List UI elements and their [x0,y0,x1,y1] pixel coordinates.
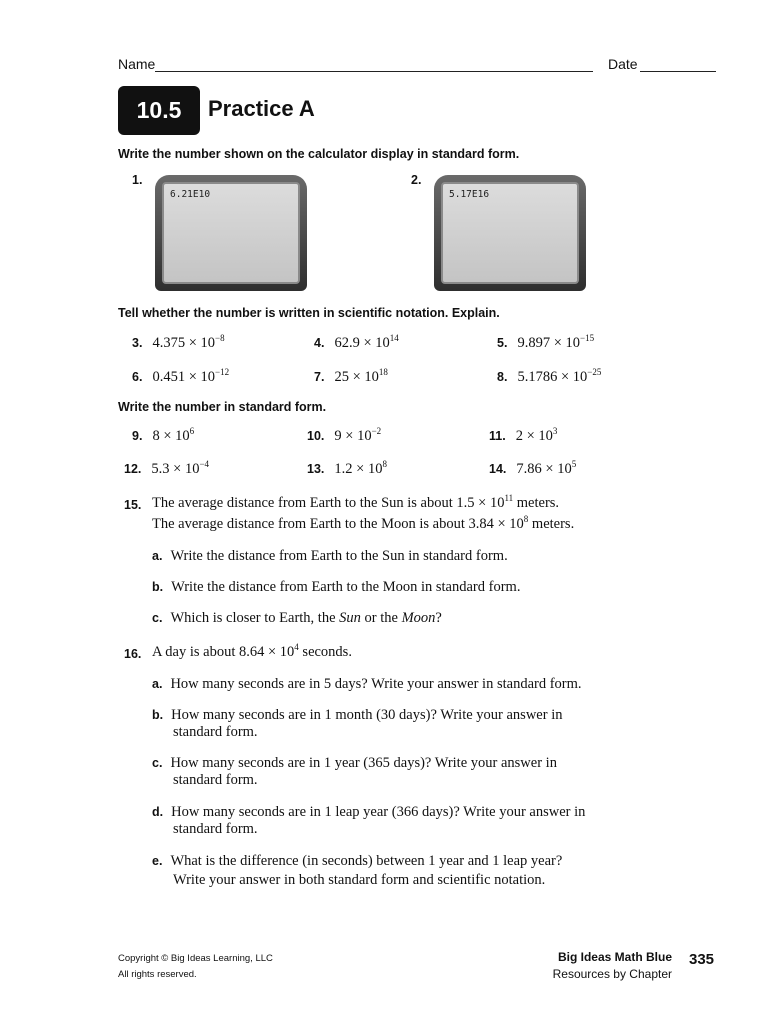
problem-3-number: 3. [132,336,143,350]
instruction-standard-form: Write the number in standard form. [118,400,327,414]
problem-5 [497,334,594,352]
problem-10-number: 10. [307,429,325,443]
problem-16e-label: e. [152,854,163,868]
problem-15-line-2: The average distance from Earth to the Moon is about $3.84 \times 10^8$ meters. [152,514,575,532]
problem-12-expression: $5.3 \times 10^{-4}$ [151,459,210,477]
problem-16c [152,754,557,772]
problem-10 [307,427,381,445]
problem-14 [489,460,576,478]
footer-rights: All rights reserved. [118,969,197,980]
problem-16b-label: b. [152,708,164,722]
problem-7-expression: $25 \times 10^{18}$ [334,367,388,385]
problem-3 [132,334,225,352]
problem-9 [132,427,194,445]
problem-11 [489,427,557,445]
calculator-2-display: 5.17E16 [449,189,490,200]
problem-10-expression: $9 \times 10^{-2}$ [334,426,382,444]
problem-5-expression: $9.897 \times 10^{-15}$ [517,333,595,351]
instruction-scientific-notation: Tell whether the number is written in scientific notation. Explain. [118,306,500,320]
date-blank[interactable] [640,71,716,72]
footer-resources: Resources by Chapter [552,967,672,981]
problem-13-number: 13. [307,462,325,476]
problem-4-number: 4. [314,336,325,350]
problem-16d [152,803,585,821]
problem-16d-text-line-2: standard form. [173,821,258,837]
problem-8 [497,368,601,386]
calculator-1-display: 6.21E10 [170,189,211,200]
instruction-calculator: Write the number shown on the calculator display in standard form. [118,147,520,161]
problem-7-number: 7. [314,370,325,384]
problem-15b [152,578,520,596]
calculator-1 [155,175,307,291]
problem-16e [152,852,562,870]
problem-1-number: 1. [132,173,143,187]
footer-book-title: Big Ideas Math Blue [557,950,672,964]
problem-16b [152,706,562,724]
problem-6-expression: $0.451 \times 10^{-12}$ [152,367,230,385]
problem-15a-label: a. [152,549,163,563]
calculator-2 [434,175,586,291]
problem-14-expression: $7.86 \times 10^5$ [516,459,577,477]
problem-13-expression: $1.2 \times 10^8$ [334,459,387,477]
name-label: Name [118,56,156,72]
problem-15a-text: Write the distance from Earth to the Sun in standard form. [170,548,508,564]
problem-6-number: 6. [132,370,143,384]
page-title: Practice A [208,96,315,121]
problem-9-expression: $8 \times 10^6$ [152,426,195,444]
problem-16d-text-line-1: How many seconds are in 1 leap year (366 days)? Write your answer in [171,804,586,820]
problem-7 [314,368,388,386]
problem-15-number: 15. [124,498,142,512]
calculator-2-screen [441,182,579,284]
problem-12-number: 12. [124,462,142,476]
page-number: 335 [689,951,715,968]
problem-15c-text: Which is closer to Earth, the Sun or the Moon? [170,610,442,626]
problem-5-number: 5. [497,336,508,350]
problem-2-number: 2. [411,173,422,187]
problem-15c-label: c. [152,611,163,625]
problem-16a [152,675,582,693]
problem-4-expression: $62.9 \times 10^{14}$ [334,333,399,351]
problem-15-line-1: The average distance from Earth to the Sun is about $1.5 \times 10^{11}$ meters. [152,493,560,511]
problem-4 [314,334,399,352]
date-label: Date [608,56,638,72]
problem-15b-label: b. [152,580,164,594]
problem-16c-text-line-2: standard form. [173,772,258,788]
problem-15a [152,547,508,565]
problem-16e-text-line-1: What is the difference (in seconds) between 1 year and 1 leap year? [170,853,563,869]
problem-16a-label: a. [152,677,163,691]
problem-3-expression: $4.375 \times 10^{-8}$ [152,333,225,351]
problem-16-number: 16. [124,647,142,661]
problem-6 [132,368,229,386]
problem-11-expression: $2 \times 10^3$ [515,426,558,444]
problem-11-number: 11. [489,429,506,443]
problem-16c-text-line-1: How many seconds are in 1 year (365 days)? Write your answer in [170,755,557,771]
problem-16b-text-line-1: How many seconds are in 1 month (30 days)? Write your answer in [171,707,563,723]
section-number-badge: 10.5 [118,86,200,135]
problem-16e-text-line-2: Write your answer in both standard form and scientific notation. [173,872,546,888]
calculator-1-screen [162,182,300,284]
problem-9-number: 9. [132,429,143,443]
problem-16a-text: How many seconds are in 5 days? Write your answer in standard form. [170,676,582,692]
problem-8-number: 8. [497,370,508,384]
problem-13 [307,460,387,478]
problem-8-expression: $5.1786 \times 10^{-25}$ [517,367,602,385]
problem-12 [124,460,209,478]
problem-14-number: 14. [489,462,507,476]
footer-copyright: Copyright © Big Ideas Learning, LLC [118,953,273,964]
problem-15c [152,609,442,627]
problem-16b-text-line-2: standard form. [173,724,258,740]
problem-15b-text: Write the distance from Earth to the Moon in standard form. [171,579,521,595]
problem-16c-label: c. [152,756,163,770]
problem-16d-label: d. [152,805,164,819]
name-blank[interactable] [155,71,593,72]
problem-16-stem: A day is about $8.64 \times 10^4$ seconds. [152,642,352,660]
